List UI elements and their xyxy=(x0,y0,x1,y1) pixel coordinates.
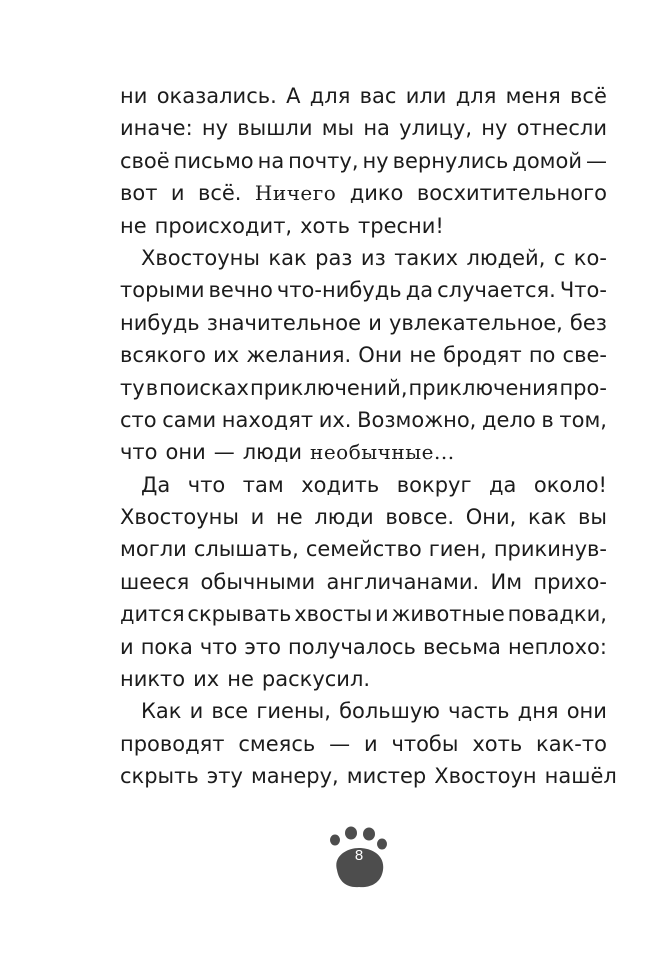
paw-toe-2 xyxy=(345,827,357,840)
word: вас xyxy=(359,84,397,108)
word: све- xyxy=(562,343,607,368)
word: Им xyxy=(490,569,523,594)
word: ко- xyxy=(573,245,607,270)
word: и xyxy=(170,181,185,206)
word: манеру, xyxy=(250,764,339,789)
word: что-нибудь xyxy=(276,278,402,303)
word: — xyxy=(213,440,235,465)
word: прихо- xyxy=(533,569,607,594)
word: почту, xyxy=(288,148,359,173)
word: таких xyxy=(394,245,459,270)
word: или xyxy=(405,84,447,108)
word: случается. xyxy=(437,278,556,303)
word: повадки, xyxy=(507,602,607,627)
word: про- xyxy=(559,375,607,400)
word: англичанами. xyxy=(326,569,480,594)
word: значительное xyxy=(206,310,362,335)
word: их xyxy=(193,667,220,692)
word: людей, xyxy=(466,245,546,270)
body-text xyxy=(120,80,617,793)
text-line xyxy=(120,210,607,242)
word: как xyxy=(528,505,567,530)
word: как-то xyxy=(536,731,607,756)
word: вы xyxy=(577,505,607,530)
word: бродят xyxy=(443,343,522,368)
word: вот xyxy=(120,181,158,206)
word: для xyxy=(309,84,351,108)
word: с xyxy=(553,245,566,270)
text-line xyxy=(120,533,607,565)
word: увлекательное, xyxy=(388,310,563,335)
word: том, xyxy=(559,407,607,432)
word: семейство xyxy=(305,537,422,562)
paw-toe-1 xyxy=(330,835,340,846)
word: все xyxy=(211,699,249,724)
word: необычные... xyxy=(310,440,455,465)
word: дико xyxy=(349,181,404,206)
word: без xyxy=(569,310,607,335)
word: хвосты xyxy=(294,602,373,627)
word: ну xyxy=(362,148,389,173)
text-line xyxy=(120,728,607,760)
word: слышать, xyxy=(193,537,299,562)
word: мы xyxy=(321,116,355,141)
word: весьма xyxy=(422,634,501,659)
word: хоть xyxy=(472,731,523,756)
word: могли xyxy=(120,537,187,562)
word: люди xyxy=(314,505,374,530)
word: сами xyxy=(162,407,217,432)
word: отнесли xyxy=(516,116,607,141)
word: проводят xyxy=(120,731,225,756)
text-line xyxy=(120,339,607,371)
word: получалось xyxy=(288,634,416,659)
word: Они xyxy=(358,343,403,368)
word: улицу, xyxy=(399,116,473,141)
word: их xyxy=(213,343,240,368)
word: большую xyxy=(339,699,440,724)
word: Что- xyxy=(559,278,607,303)
text-line xyxy=(120,436,607,468)
word: желания. xyxy=(246,343,352,368)
word: и xyxy=(375,602,389,627)
word: это xyxy=(244,634,281,659)
word: А xyxy=(286,84,301,108)
word: Как xyxy=(141,699,182,724)
word: ту xyxy=(120,375,145,400)
word: скрыть xyxy=(120,764,199,789)
word: эту xyxy=(206,764,243,789)
word: по xyxy=(528,343,556,368)
word: Ничего xyxy=(254,181,337,206)
word: там xyxy=(242,472,284,497)
page-number: 8 xyxy=(354,847,364,864)
word: обычными xyxy=(200,569,316,594)
word: гиены, xyxy=(256,699,331,724)
text-line xyxy=(120,501,607,533)
word: нибудь xyxy=(120,310,200,335)
word: никто xyxy=(120,667,186,692)
word: ну xyxy=(201,116,229,141)
text-line xyxy=(120,372,607,404)
word: шееся xyxy=(120,569,190,594)
text-line xyxy=(120,242,607,274)
word: не xyxy=(227,667,254,692)
word: нашёл xyxy=(544,764,617,789)
word: поисках xyxy=(159,375,249,400)
word: как xyxy=(268,245,307,270)
word: вернулись xyxy=(392,148,509,173)
word: всякого xyxy=(120,343,206,368)
word: прикинув- xyxy=(493,537,607,562)
text-line xyxy=(120,566,607,598)
paw-toe-3 xyxy=(363,828,375,841)
word: Возможно, xyxy=(357,407,477,432)
word: часть xyxy=(448,699,510,724)
word: что xyxy=(199,634,238,659)
word: что xyxy=(187,472,226,497)
word: Они, xyxy=(465,505,517,530)
word: торыми xyxy=(120,278,205,303)
text-line xyxy=(120,695,607,727)
word: да xyxy=(405,278,434,303)
word: на xyxy=(257,148,285,173)
word: находят xyxy=(221,407,314,432)
word: смеясь xyxy=(238,731,316,756)
word: чтобы xyxy=(391,731,459,756)
word: Хвостоуны xyxy=(141,245,260,270)
word: они xyxy=(165,440,206,465)
word: и xyxy=(368,310,382,335)
word: вокруг xyxy=(396,472,472,497)
word: сто xyxy=(120,407,157,432)
word: не xyxy=(276,505,303,530)
word: раз xyxy=(315,245,353,270)
word: и xyxy=(120,634,134,659)
word: гиен, xyxy=(428,537,487,562)
word: — xyxy=(329,731,351,756)
word: и xyxy=(250,505,265,530)
word: домой xyxy=(512,148,583,173)
word: да xyxy=(489,472,517,497)
text-line xyxy=(120,631,607,663)
word: дня xyxy=(517,699,559,724)
word: животные xyxy=(391,602,505,627)
word: мистер xyxy=(346,764,427,789)
word: для xyxy=(455,84,497,108)
word: люди xyxy=(242,440,303,465)
text-line xyxy=(120,112,607,144)
word: пока xyxy=(140,634,193,659)
word: и xyxy=(363,731,378,756)
word: всё xyxy=(570,84,607,108)
word: всё. xyxy=(197,181,242,206)
word: скрывать xyxy=(187,602,292,627)
word: не xyxy=(120,213,147,238)
text-line xyxy=(120,469,607,501)
text-line xyxy=(120,145,607,177)
word: приключений, xyxy=(249,375,408,400)
text-line xyxy=(120,663,607,695)
word: меня xyxy=(505,84,561,108)
word: ну xyxy=(481,116,508,141)
word: и xyxy=(189,699,204,724)
word: Хвостоуны xyxy=(120,505,239,530)
word: — xyxy=(585,148,607,173)
word: из xyxy=(360,245,386,270)
word: ни xyxy=(120,84,148,108)
word: раскусил. xyxy=(261,667,371,692)
word: оказались. xyxy=(156,84,277,108)
word: что xyxy=(120,440,158,465)
word: их. xyxy=(318,407,352,432)
word: дело xyxy=(482,407,536,432)
word: в xyxy=(541,407,554,432)
word: вовсе. xyxy=(385,505,455,530)
word: происходит, xyxy=(154,213,293,238)
text-line xyxy=(120,598,607,630)
word: тресни! xyxy=(358,213,444,238)
word: вечно xyxy=(208,278,273,303)
word: своё xyxy=(120,148,170,173)
text-line xyxy=(120,80,607,112)
word: вышли xyxy=(237,116,313,141)
word: хоть xyxy=(300,213,351,238)
word: в xyxy=(145,375,159,400)
text-line xyxy=(120,404,607,436)
text-line xyxy=(120,760,617,792)
word: приключения xyxy=(408,375,559,400)
word: неплохо: xyxy=(507,634,607,659)
word: иначе: xyxy=(120,116,193,141)
word: около! xyxy=(533,472,607,497)
word: дится xyxy=(120,602,185,627)
word: на xyxy=(363,116,390,141)
word: письмо xyxy=(173,148,254,173)
word: не xyxy=(409,343,437,368)
word: ходить xyxy=(301,472,380,497)
text-line xyxy=(120,307,607,339)
word: Хвостоун xyxy=(434,764,537,789)
word: Да xyxy=(141,472,171,497)
text-line xyxy=(120,274,607,306)
text-line xyxy=(120,177,607,209)
word: восхитительного xyxy=(416,181,607,206)
word: они xyxy=(566,699,607,724)
